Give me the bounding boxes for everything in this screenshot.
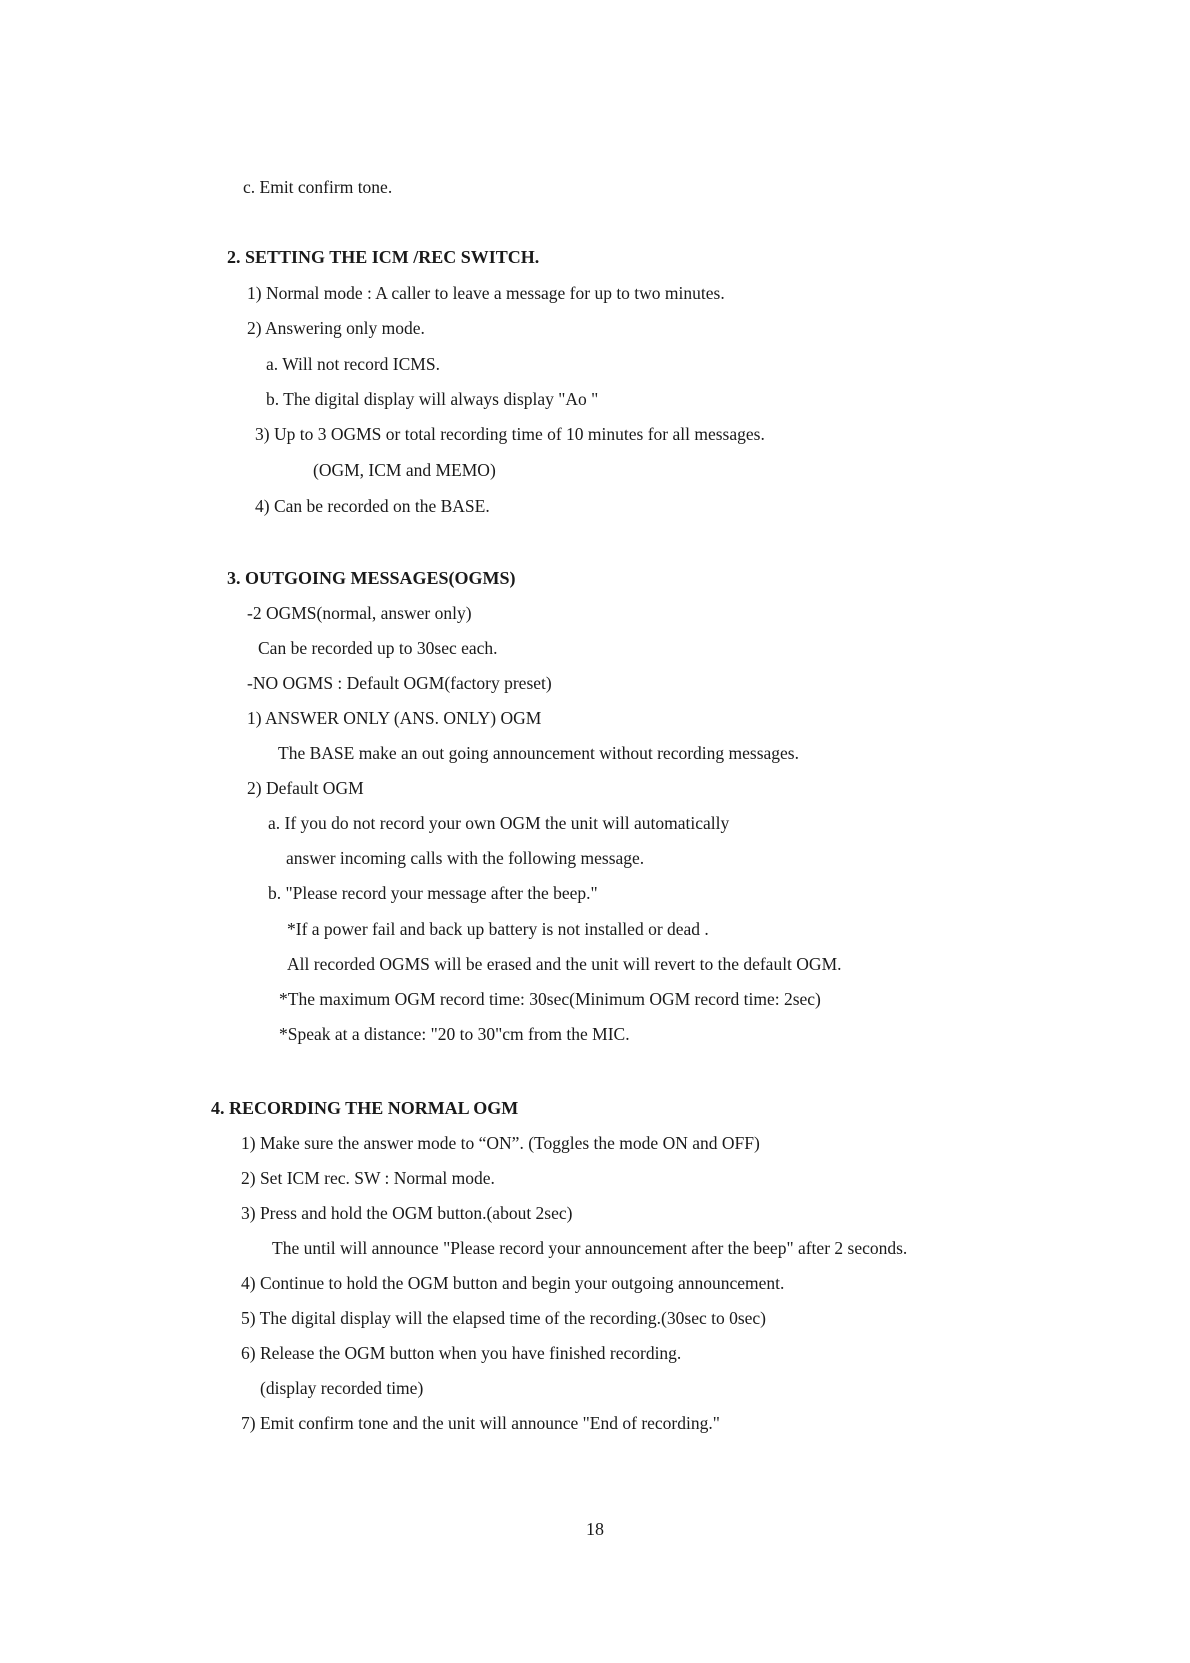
section-heading: 4. RECORDING THE NORMAL OGM xyxy=(211,1098,519,1118)
list-item: *If a power fail and back up battery is not installed or dead . xyxy=(287,919,709,939)
list-item: 1) ANSWER ONLY (ANS. ONLY) OGM xyxy=(247,708,542,728)
list-item: 7) Emit confirm tone and the unit will announce "End of recording." xyxy=(241,1413,720,1433)
list-item: 6) Release the OGM button when you have finished recording. xyxy=(241,1343,682,1363)
list-item: (display recorded time) xyxy=(260,1378,424,1398)
list-item: 2) Default OGM xyxy=(247,778,364,798)
list-item: b. "Please record your message after the beep." xyxy=(268,883,598,903)
page-number: 18 xyxy=(586,1519,604,1539)
list-item: 5) The digital display will the elapsed time of the recording.(30sec to 0sec) xyxy=(241,1308,767,1328)
list-item: *The maximum OGM record time: 30sec(Minimum OGM record time: 2sec) xyxy=(279,989,821,1009)
intro-line: c. Emit confirm tone. xyxy=(243,177,393,197)
list-item: Can be recorded up to 30sec each. xyxy=(258,638,498,658)
list-item: b. The digital display will always display "Ao " xyxy=(266,389,599,409)
list-item: All recorded OGMS will be erased and the unit will revert to the default OGM. xyxy=(287,954,842,974)
list-item: 2) Set ICM rec. SW : Normal mode. xyxy=(241,1168,495,1188)
list-item: -2 OGMS(normal, answer only) xyxy=(247,603,472,623)
list-item: a. If you do not record your own OGM the unit will automatically xyxy=(268,813,730,833)
list-item: 4) Can be recorded on the BASE. xyxy=(255,496,490,516)
list-item: 4) Continue to hold the OGM button and begin your outgoing announcement. xyxy=(241,1273,785,1293)
list-item: *Speak at a distance: "20 to 30"cm from the MIC. xyxy=(279,1024,630,1044)
list-item: 3) Press and hold the OGM button.(about 2sec) xyxy=(241,1203,573,1223)
list-item: The BASE make an out going announcement without recording messages. xyxy=(278,743,799,763)
list-item: 1) Normal mode : A caller to leave a message for up to two minutes. xyxy=(247,283,725,303)
list-item: a. Will not record ICMS. xyxy=(266,354,440,374)
section-heading: 3. OUTGOING MESSAGES(OGMS) xyxy=(227,568,516,588)
list-item: -NO OGMS : Default OGM(factory preset) xyxy=(247,673,552,693)
list-item: answer incoming calls with the following message. xyxy=(286,848,645,868)
list-item: (OGM, ICM and MEMO) xyxy=(313,460,496,480)
list-item: 1) Make sure the answer mode to “ON”. (Toggles the mode ON and OFF) xyxy=(241,1133,760,1153)
list-item: 2) Answering only mode. xyxy=(247,318,425,338)
section-heading: 2. SETTING THE ICM /REC SWITCH. xyxy=(227,247,540,267)
list-item: 3) Up to 3 OGMS or total recording time of 10 minutes for all messages. xyxy=(255,424,765,444)
list-item: The until will announce "Please record your announcement after the beep" after 2 seconds. xyxy=(272,1238,908,1258)
